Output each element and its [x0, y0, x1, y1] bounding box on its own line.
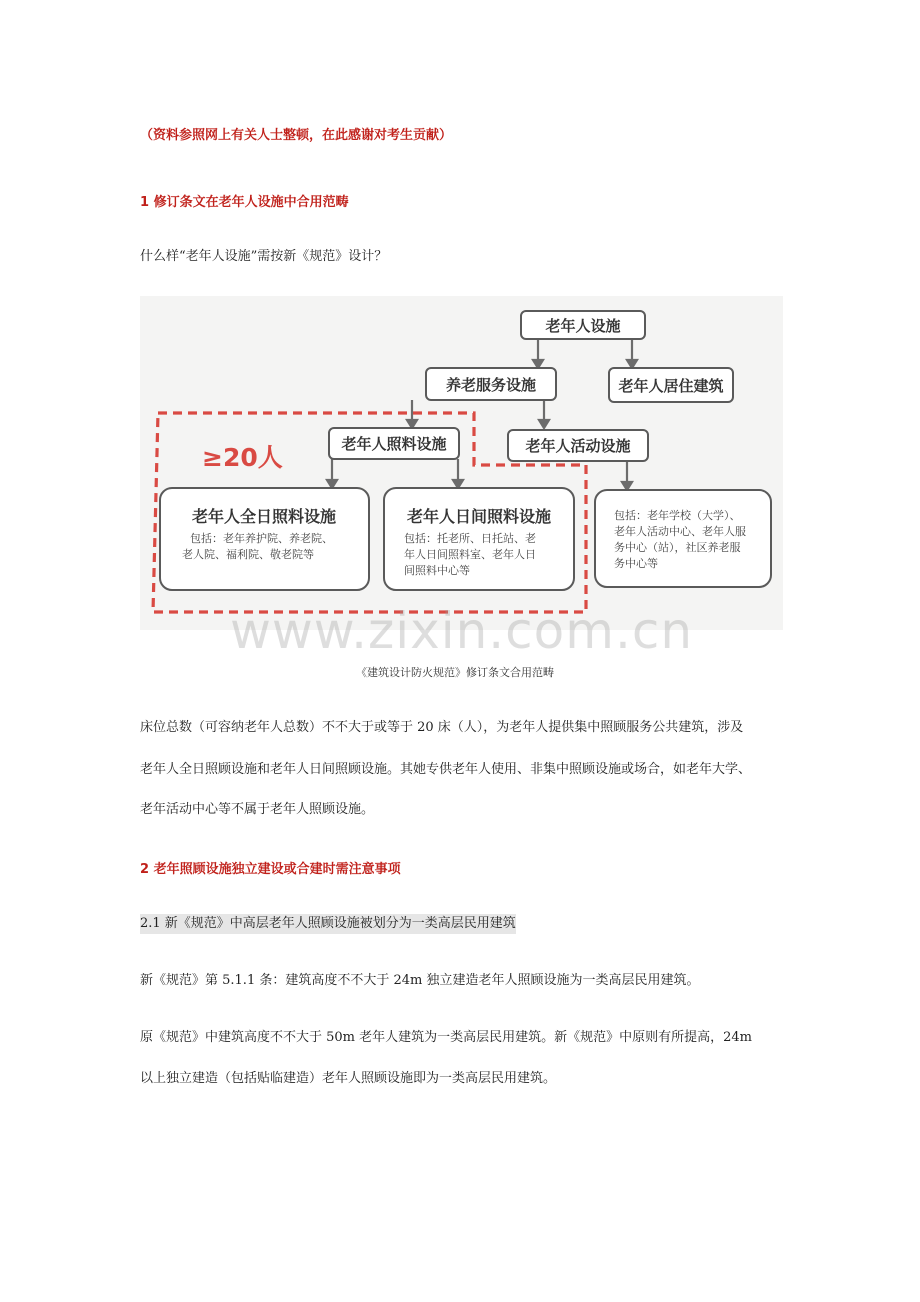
node-daytime-title: 老年人日间照料设施 [406, 507, 552, 526]
fullday-desc-1: 包括：老年养护院、养老院、 [190, 532, 333, 545]
section1-title: 1 修订条文在老年人设施中合用范畴 [140, 195, 349, 210]
section1-question: 什么样“老年人设施”需按新《规范》设计？ [140, 249, 388, 264]
section2-title: 2 老年照顾设施独立建设或合建时需注意事项 [140, 862, 401, 877]
daytime-desc-1: 包括：托老所、日托站、老 [404, 532, 536, 545]
section2-para1: 新《规范》第 5.1.1 条：建筑高度不不大于 24m 独立建造老年人照顾设施为一类高层民用建筑。 [140, 973, 700, 988]
paragraph1-line2: 老年人全日照顾设施和老年人日间照顾设施。其她专供老年人使用、非集中照顾设施或场合，如老年大学、 [140, 762, 752, 777]
section2-para2-line1: 原《规范》中建筑高度不不大于 50m 老年人建筑为一类高层民用建筑。新《规范》中原则有所提高，24m [140, 1030, 753, 1045]
node-activity: 老年人活动设施 [525, 437, 631, 455]
figure-caption: 《建筑设计防火规范》修订条文合用范畴 [356, 666, 554, 679]
node-fullday-title: 老年人全日照料设施 [191, 507, 337, 526]
flowchart-figure [140, 296, 783, 630]
daytime-desc-3: 间照料中心等 [404, 564, 470, 577]
daytime-desc-2: 年人日间照料室、老年人日 [404, 548, 536, 561]
node-root: 老年人设施 [545, 317, 621, 335]
activity-desc-1: 包括：老年学校（大学）、 [614, 509, 741, 522]
activity-desc-2: 老年人活动中心、老年人服 [614, 525, 746, 538]
activity-desc-4: 务中心等 [614, 557, 658, 570]
header-note: （资料参照网上有关人士整顿，在此感谢对考生贡献） [140, 128, 453, 143]
threshold-label: ≥20人 [202, 443, 283, 472]
node-residence: 老年人居住建筑 [618, 377, 724, 395]
fullday-desc-2: 老人院、福利院、敬老院等 [182, 548, 314, 561]
activity-desc-3: 务中心（站），社区养老服 [614, 541, 741, 554]
section2-subtitle: 2.1 新《规范》中高层老年人照顾设施被划分为一类高层民用建筑 [140, 914, 516, 934]
section2-para2-line2: 以上独立建造（包括贴临建造）老年人照顾设施即为一类高层民用建筑。 [140, 1071, 557, 1086]
paragraph1-line3: 老年活动中心等不属于老年人照顾设施。 [140, 802, 375, 817]
watermark: www.zixin.com.cn [230, 602, 694, 660]
node-care: 老年人照料设施 [341, 435, 447, 453]
paragraph1-line1: 床位总数（可容纳老年人总数）不不大于或等于 20 床（人），为老年人提供集中照顾服务公共建筑，涉及 [140, 720, 744, 735]
node-service: 养老服务设施 [445, 376, 537, 394]
